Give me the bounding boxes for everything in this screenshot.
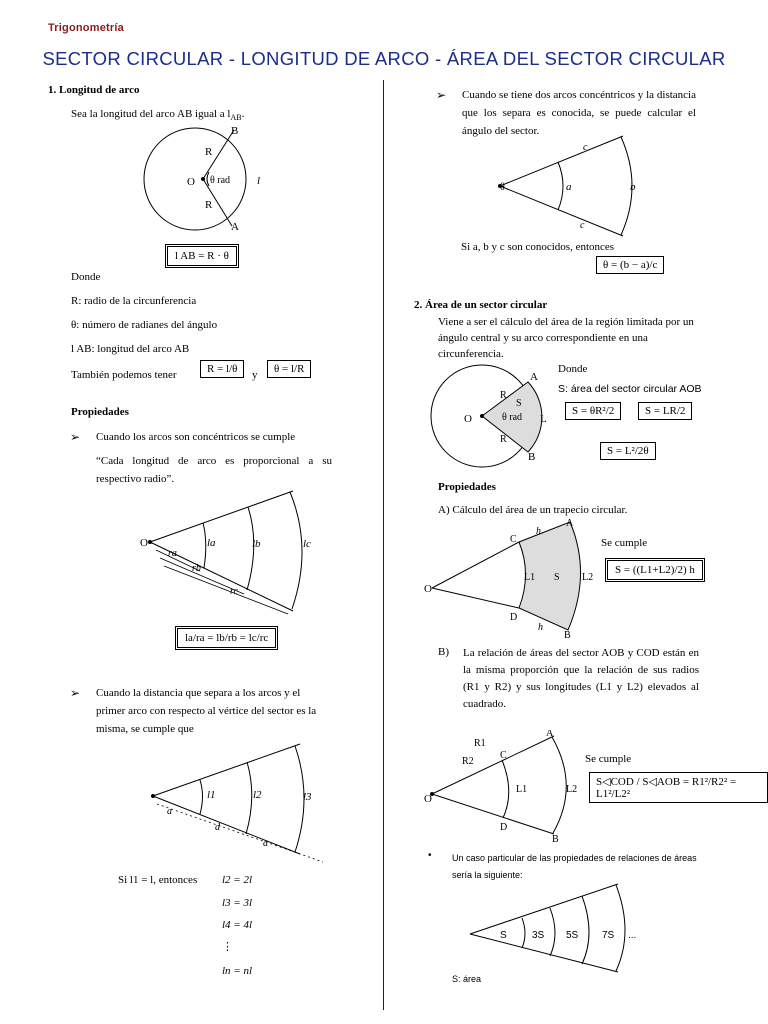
arc-length-formula: l AB = R · θ bbox=[165, 244, 239, 268]
si-l1-label: Si l1 = l, entonces bbox=[118, 874, 198, 886]
s-definition: S: área del sector circular AOB bbox=[558, 383, 702, 395]
radius-label-bottom: R bbox=[205, 199, 213, 211]
svg-text:...: ... bbox=[628, 930, 637, 941]
l2-label: l2 bbox=[253, 789, 262, 801]
c4-top-label: c bbox=[583, 142, 588, 153]
svg-text:A: A bbox=[546, 730, 554, 739]
properties-2-heading: Propiedades bbox=[438, 481, 496, 493]
svg-text:θ rad: θ rad bbox=[502, 412, 523, 423]
svg-text:7S: 7S bbox=[602, 930, 615, 941]
se-cumple-1: Se cumple bbox=[601, 537, 648, 549]
area-formula-1: S = θR²/2 bbox=[565, 402, 621, 420]
circular-trapezoid-figure bbox=[424, 518, 594, 638]
sector-area-figure bbox=[424, 360, 556, 470]
c4-bottom-label: c bbox=[580, 220, 585, 231]
equal-spacing-figure bbox=[145, 740, 335, 864]
def-radius: R: radio de la circunferencia bbox=[71, 295, 197, 307]
seq-dots: ⋮ bbox=[222, 941, 233, 953]
svg-text:h: h bbox=[538, 622, 543, 633]
l3-label: l3 bbox=[303, 791, 312, 803]
def-arc-length: l AB: longitud del arco AB bbox=[71, 343, 190, 355]
svg-text:L: L bbox=[540, 413, 547, 425]
svg-text:C: C bbox=[510, 534, 517, 545]
svg-text:d: d bbox=[215, 822, 220, 833]
theta-label: θ rad bbox=[210, 175, 231, 186]
property-2: ➢ Cuando la distancia que separa a los arcos y el primer arco con respecto al vértice del sector es la misma, se cumple que bbox=[96, 684, 332, 738]
proportion-formula: la/ra = lb/rb = lc/rc bbox=[175, 626, 278, 650]
radius-formula: R = l/θ bbox=[200, 360, 244, 378]
svg-text:A: A bbox=[566, 518, 574, 529]
svg-text:R1: R1 bbox=[474, 738, 486, 749]
def-theta: θ: número de radianes del ángulo bbox=[71, 319, 218, 331]
odd-area-sequence-figure bbox=[462, 880, 652, 976]
seq-l2: l2 = 2l bbox=[222, 874, 253, 886]
svg-text:A: A bbox=[530, 371, 538, 383]
section-2-intro: Viene a ser el cálculo del área de la región limitada por un ángulo central y su arco correspondiente en una circunferencia. bbox=[438, 316, 694, 360]
svg-text:B: B bbox=[552, 834, 559, 842]
area-ratio-figure bbox=[420, 730, 590, 842]
svg-text:S: S bbox=[500, 930, 507, 941]
lb-label: lb bbox=[252, 538, 261, 550]
donde-label: Donde bbox=[71, 271, 101, 283]
seq-l3: l3 = 3l bbox=[222, 897, 253, 909]
svg-text:S: S bbox=[516, 398, 522, 409]
se-cumple-2: Se cumple bbox=[585, 753, 632, 765]
svg-text:L1: L1 bbox=[524, 572, 536, 583]
property-1-quote: “Cada longitud de arco es proporcional a su respectivo radio”. bbox=[96, 455, 332, 485]
rb-label: rb bbox=[192, 563, 201, 574]
property-b-label: B) bbox=[438, 646, 449, 658]
column-divider bbox=[383, 80, 384, 1010]
property-b: La relación de áreas del sector AOB y COD están en la misma proporción que la relación de sus radios (R1 y R2) y sus longitudes (L1 y L2) elevados al cuadrado. bbox=[463, 647, 699, 710]
l1-label: l1 bbox=[207, 789, 216, 801]
svg-text:3S: 3S bbox=[532, 930, 545, 941]
svg-text:R: R bbox=[500, 434, 507, 445]
svg-text:S: S bbox=[554, 572, 560, 583]
radius-label-top: R bbox=[205, 146, 213, 158]
ratio-formula: S◁COD / S◁AOB = R1²/R2² = L1²/L2² bbox=[589, 772, 768, 803]
two-arcs-figure bbox=[488, 132, 648, 242]
svg-text:a: a bbox=[263, 838, 268, 849]
seq-ln: ln = nl bbox=[222, 965, 253, 977]
section-2-heading: 2. Área de un sector circular bbox=[414, 299, 548, 311]
si-abc-label: Si a, b y c son conocidos, entonces bbox=[461, 241, 615, 253]
also-label: También podemos tener bbox=[71, 369, 177, 381]
svg-text:R: R bbox=[500, 390, 507, 401]
theta-abc-formula: θ = (b − a)/c bbox=[596, 256, 664, 274]
svg-text:L2: L2 bbox=[566, 784, 578, 795]
b4-label: b bbox=[630, 181, 636, 193]
trapezoid-formula: S = ((L1+L2)/2) h bbox=[605, 558, 705, 582]
svg-text:C: C bbox=[500, 750, 507, 761]
s-area-label: S: área bbox=[452, 974, 482, 984]
arc-intro: Sea la longitud del arco AB igual a $l_{AB}$. bbox=[71, 108, 245, 123]
rc-label: rc bbox=[230, 586, 238, 597]
course-header: Trigonometría bbox=[48, 22, 124, 34]
svg-text:a: a bbox=[167, 806, 172, 817]
svg-text:5S: 5S bbox=[566, 930, 579, 941]
properties-heading: Propiedades bbox=[71, 406, 129, 418]
seq-l4: l4 = 4l bbox=[222, 919, 253, 931]
section-1-heading: 1. Longitud de arco bbox=[48, 84, 140, 96]
property-3: ➢ Cuando se tiene dos arcos concéntricos y la distancia que los separa es conocida, se puede calcular el ángulo del sector. bbox=[462, 86, 696, 140]
theta4-label: θ bbox=[500, 182, 505, 193]
lc-label: lc bbox=[303, 538, 311, 550]
and-label: y bbox=[252, 369, 258, 381]
area-formula-3: S = L²/2θ bbox=[600, 442, 656, 460]
circle-arc-figure bbox=[135, 122, 275, 234]
donde-2: Donde bbox=[558, 363, 588, 375]
svg-text:O: O bbox=[424, 583, 432, 595]
page-title: SECTOR CIRCULAR - LONGITUD DE ARCO - ÁREA DEL SECTOR CIRCULAR bbox=[42, 48, 726, 69]
theta-formula: θ = l/R bbox=[267, 360, 311, 378]
svg-text:O: O bbox=[424, 793, 432, 805]
particular-case-text: Un caso particular de las propiedades de relaciones de áreas sería la siguiente: bbox=[452, 853, 697, 880]
svg-text:D: D bbox=[510, 612, 518, 623]
svg-text:B: B bbox=[528, 451, 536, 463]
svg-text:D: D bbox=[500, 822, 508, 833]
svg-text:L1: L1 bbox=[516, 784, 528, 795]
svg-text:O: O bbox=[140, 537, 148, 549]
svg-text:h: h bbox=[536, 526, 541, 537]
svg-text:L2: L2 bbox=[582, 572, 594, 583]
point-a-label: A bbox=[231, 221, 239, 233]
a4-label: a bbox=[566, 181, 572, 193]
la-label: la bbox=[207, 537, 216, 549]
property-1: ➢ Cuando los arcos son concéntricos se cumple bbox=[96, 430, 336, 444]
arc-length-label: l bbox=[257, 175, 261, 187]
ra-label: ra bbox=[168, 548, 177, 559]
origin-label: O bbox=[187, 176, 195, 188]
concentric-arcs-figure bbox=[138, 486, 338, 616]
point-b-label: B bbox=[231, 125, 239, 137]
property-a: A) Cálculo del área de un trapecio circular. bbox=[438, 504, 628, 516]
svg-text:O: O bbox=[464, 413, 472, 425]
svg-text:B: B bbox=[564, 630, 571, 638]
area-formula-2: S = LR/2 bbox=[638, 402, 692, 420]
svg-text:R2: R2 bbox=[462, 756, 474, 767]
